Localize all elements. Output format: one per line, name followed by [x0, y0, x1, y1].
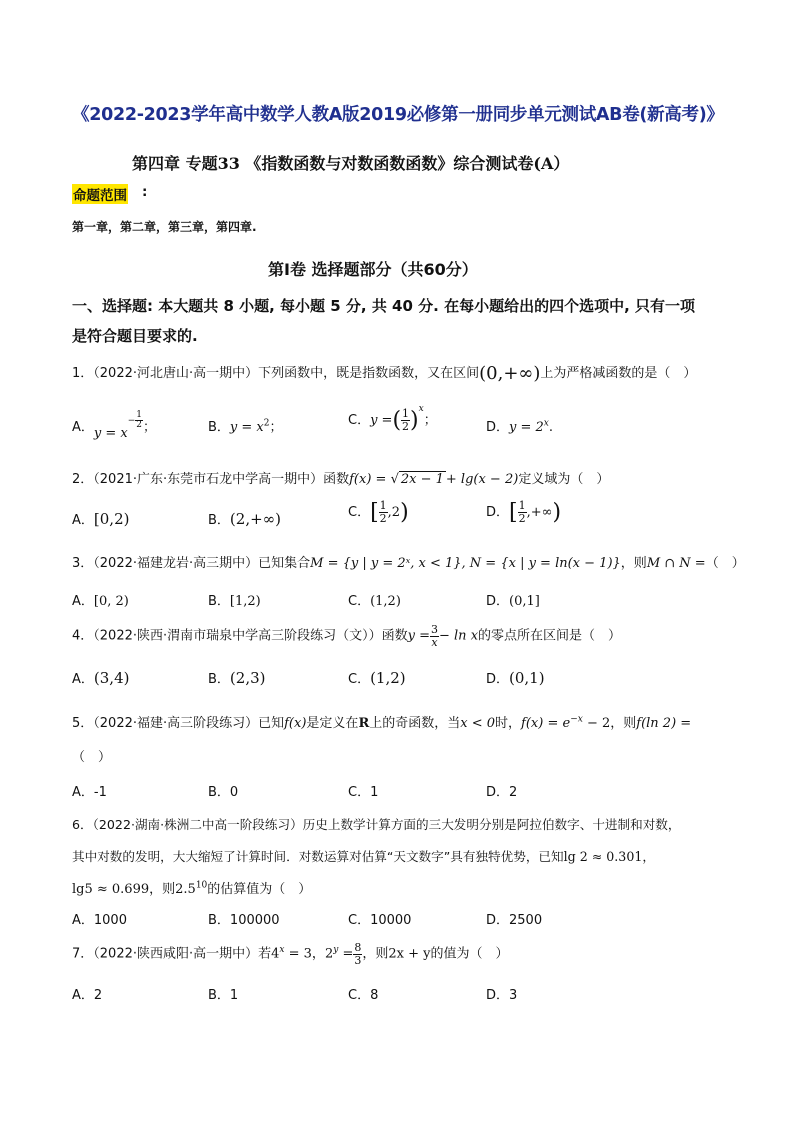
- question-7-option-a: A．2: [72, 988, 103, 1003]
- question-5-option-d: D．2: [486, 785, 518, 800]
- question-6-option-a: A．1000: [72, 913, 127, 928]
- instruction-line-1: 一、选择题: 本大题共 8 小题, 每小题 5 分, 共 40 分. 在每小题给出的四个选项中, 只有一项: [72, 297, 695, 315]
- question-1-option-b: B．$y = x^2$；: [208, 418, 283, 435]
- question-1-option-d: D．$y = 2^x$.: [486, 418, 554, 435]
- question-4-option-b: B．(2,3): [208, 669, 266, 687]
- question-7-option-c: C．8: [348, 988, 379, 1003]
- question-3-stem: 3．（2022·福建龙岩·高三期中）已知集合M = {y | y = 2ˣ, x < 1}, N = {x | y = ln(x − 1)}，则M ∩ N =（ ）: [72, 556, 745, 571]
- scope-text: 第一章，第二章，第三章，第四章.: [72, 220, 257, 234]
- question-3-option-b: B．[1,2): [208, 594, 261, 609]
- question-7-option-b: B．1: [208, 988, 239, 1003]
- question-2-option-a: A．[0,2): [72, 510, 130, 528]
- question-5-paren: （ ）: [72, 750, 112, 765]
- question-2-option-c: C．[ $\frac{1}{2}$ ,2): [348, 499, 409, 525]
- question-5-option-a: A．-1: [72, 785, 107, 800]
- scope-colon: :: [142, 184, 148, 200]
- question-5-option-c: C．1: [348, 785, 379, 800]
- part-title: 第Ⅰ卷 选择题部分（共60分）: [268, 260, 478, 279]
- question-6-option-d: D．2500: [486, 913, 543, 928]
- question-2-stem: 2．（2021·广东·东莞市石龙中学高一期中）函数f(x) = √ 2x − 1 + lg(x − 2)定义域为（ ）: [72, 472, 610, 487]
- question-1-option-c: C．y =( $\frac{1}{2}$ )$^x$；: [348, 403, 437, 433]
- question-3-option-c: C．(1,2): [348, 594, 401, 609]
- instruction-line-2: 是符合题目要求的.: [72, 327, 198, 345]
- question-5-stem: 5．（2022·福建·高三阶段练习）已知f(x)是定义在R上的奇函数，当x < 0时，$f(x) = e^{-x} - 2$，则f(ln 2) =: [72, 714, 692, 731]
- question-6-option-b: B．100000: [208, 913, 280, 928]
- question-2-option-d: D．[ $\frac{1}{2}$ ,+∞): [486, 499, 562, 525]
- question-1-stem: 1．（2022·河北唐山·高一期中）下列函数中，既是指数函数，又在区间(0,+∞)上为严格减函数的是（ ）: [72, 363, 697, 384]
- question-6-line-3: lg5 ≈ 0.699，则$2.5^{10}$的估算值为（ ）: [72, 880, 312, 897]
- document-title: 《2022-2023学年高中数学人教A版2019必修第一册同步单元测试AB卷(新高考)》: [72, 105, 724, 125]
- question-6-line-2: 其中对数的发明，大大缩短了计算时间．对数运算对估算“天文数字”具有独特优势，已知lg 2 ≈ 0.301，: [72, 849, 655, 864]
- question-4-option-a: A．(3,4): [72, 669, 130, 687]
- question-4-stem: 4．（2022·陕西·渭南市瑞泉中学高三阶段练习（文））函数y = $\frac{3}{x}$ − ln x的零点所在区间是（ ）: [72, 623, 622, 649]
- question-3-option-d: D．(0,1]: [486, 594, 540, 609]
- question-4-option-c: C．(1,2): [348, 669, 406, 687]
- scope-label: 命题范围: [72, 184, 128, 204]
- chapter-subtitle: 第四章 专题33 《指数函数与对数函数函数》综合测试卷(A）: [132, 154, 570, 173]
- question-7-option-d: D．3: [486, 988, 518, 1003]
- question-1-option-a: A．$y = x^{- \frac{1}{2}}$ ；: [72, 410, 157, 441]
- question-6-option-c: C．10000: [348, 913, 412, 928]
- question-7-stem: 7．（2022·陕西咸阳·高一期中）若$4^x = 3$，$2^y$ = $\frac{8}{3}$ ，则2x + y的值为（ ）: [72, 941, 509, 967]
- question-4-option-d: D．(0,1): [486, 669, 545, 687]
- question-2-option-b: B．(2,+∞): [208, 510, 282, 528]
- question-5-option-b: B．0: [208, 785, 239, 800]
- question-3-option-a: A．[0, 2): [72, 594, 129, 609]
- question-6-line-1: 6．（2022·湖南·株洲二中高一阶段练习）历史上数学计算方面的三大发明分别是阿拉伯数字、十进制和对数，: [72, 817, 681, 832]
